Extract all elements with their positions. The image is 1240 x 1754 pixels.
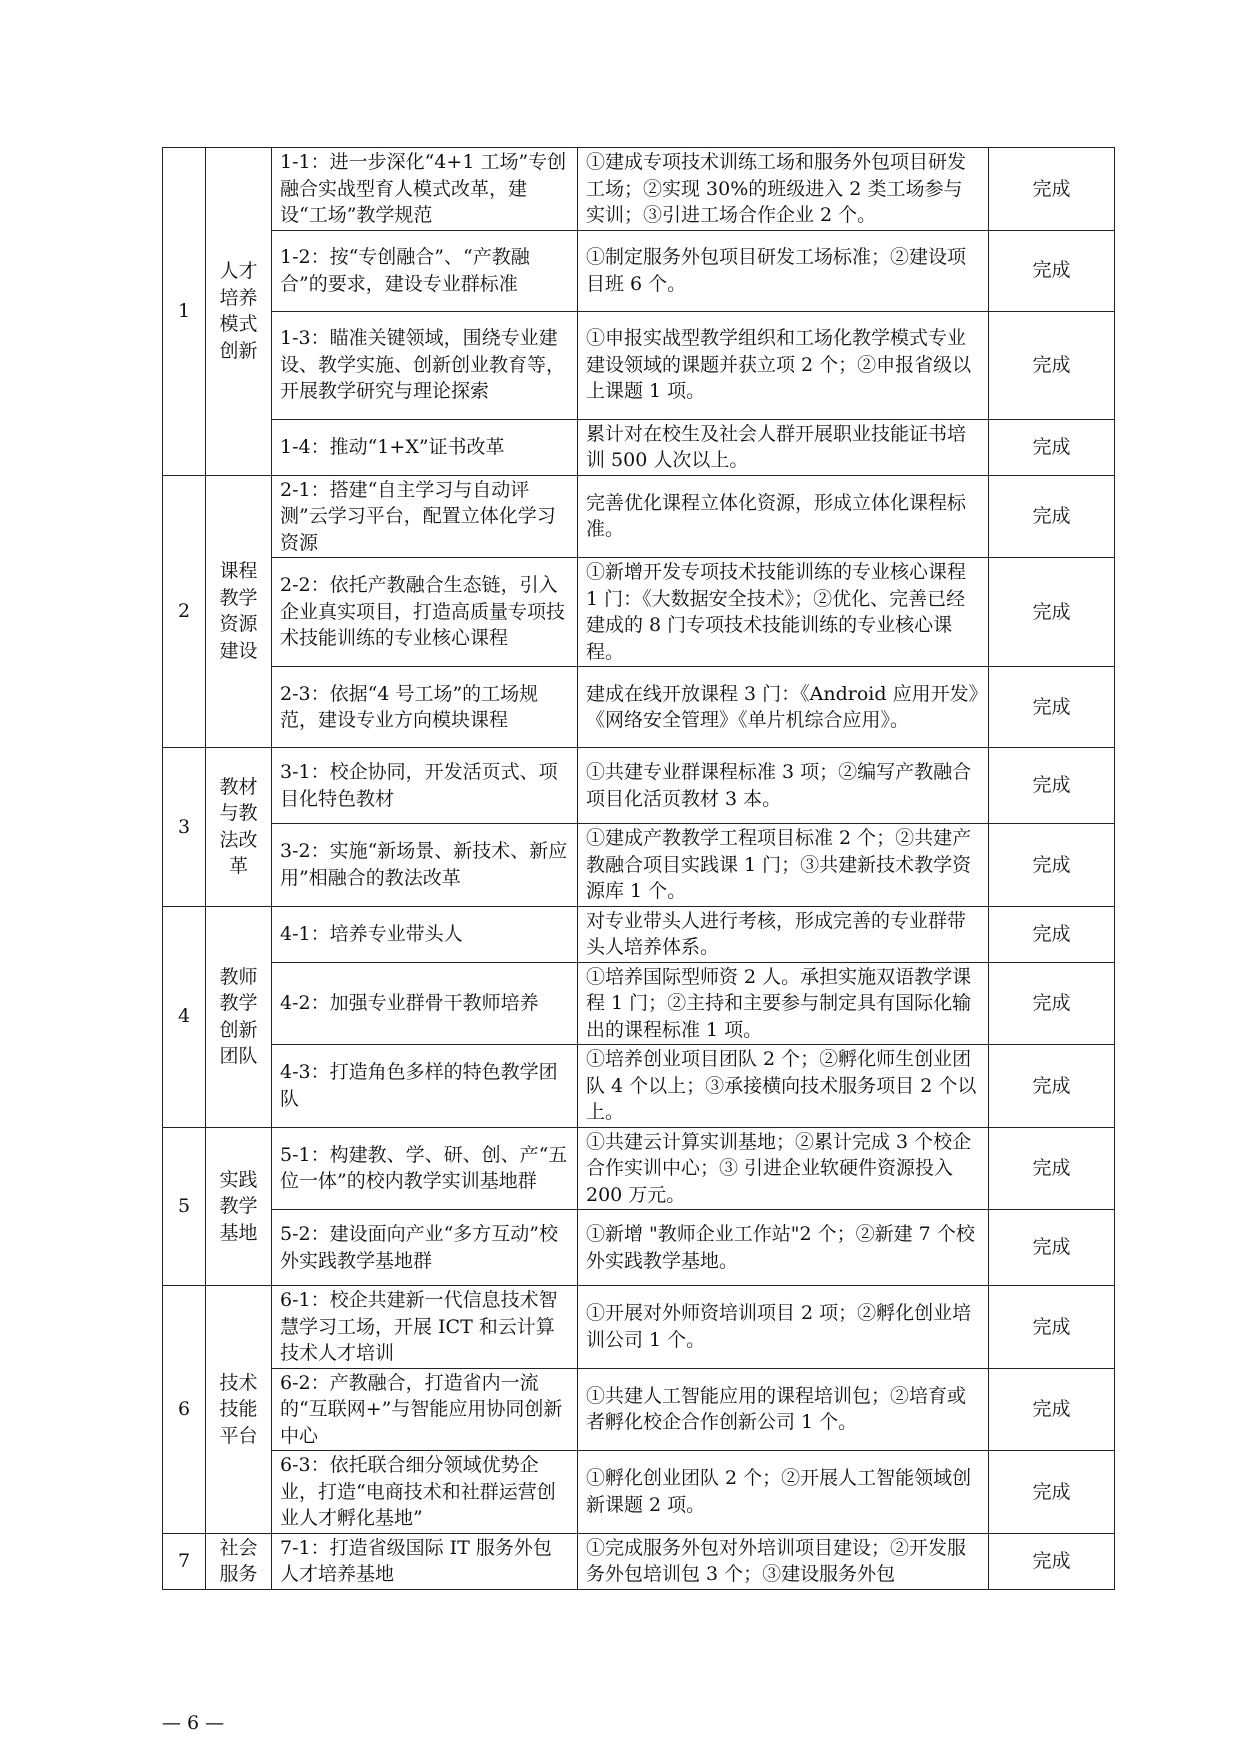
status-cell: 完成 [989, 558, 1115, 667]
target-cell: ①共建云计算实训基地；②累计完成 3 个校企合作实训中心；③ 引进企业软硬件资源投入 200 万元。 [578, 1127, 989, 1210]
section-number: 2 [163, 475, 206, 748]
status-cell: 完成 [989, 1045, 1115, 1128]
status-cell: 完成 [989, 148, 1115, 231]
target-cell: ①制定服务外包项目研发工场标准；②建设项目班 6 个。 [578, 230, 989, 311]
target-cell: ①申报实战型教学组织和工场化教学模式专业建设领域的课题并获立项 2 个；②申报省级以上课题 1 项。 [578, 311, 989, 419]
section-category: 社会服务 [206, 1533, 272, 1589]
table-row [163, 230, 1115, 311]
target-cell: ①完成服务外包对外培训项目建设；②开发服务外包培训包 3 个；③建设服务外包 [578, 1533, 989, 1589]
status-cell: 完成 [989, 824, 1115, 907]
task-cell: 1-3：瞄准关键领域，围绕专业建设、教学实施、创新创业教育等，开展教学研究与理论探索 [272, 311, 578, 419]
task-cell: 3-2：实施“新场景、新技术、新应用”相融合的教法改革 [272, 824, 578, 907]
page-number: — 6 — [162, 1712, 225, 1734]
table-row [163, 1045, 1115, 1128]
task-cell: 2-3：依据“4 号工场”的工场规范，建设专业方向模块课程 [272, 667, 578, 748]
table-row [163, 419, 1115, 475]
table-row [163, 1451, 1115, 1534]
target-cell: ①培养创业项目团队 2 个；②孵化师生创业团队 4 个以上；③承接横向技术服务项目 2 个以上。 [578, 1045, 989, 1128]
section-category: 技术技能平台 [206, 1286, 272, 1534]
task-cell: 5-1：构建教、学、研、创、产“五位一体”的校内教学实训基地群 [272, 1127, 578, 1210]
task-cell: 1-4：推动“1+X”证书改革 [272, 419, 578, 475]
status-cell: 完成 [989, 311, 1115, 419]
table-row [163, 148, 1115, 231]
target-cell: ①新增开发专项技术技能训练的专业核心课程 1 门：《大数据安全技术》；②优化、完善已经建成的 8 门专项技术技能训练的专业核心课程。 [578, 558, 989, 667]
target-cell: 完善优化课程立体化资源，形成立体化课程标准。 [578, 475, 989, 558]
task-cell: 5-2：建设面向产业“多方互动”校外实践教学基地群 [272, 1210, 578, 1286]
task-cell: 2-1：搭建“自主学习与自动评测”云学习平台，配置立体化学习资源 [272, 475, 578, 558]
task-cell: 6-3：依托联合细分领域优势企业，打造“电商技术和社群运营创业人才孵化基地” [272, 1451, 578, 1534]
table-row [163, 1368, 1115, 1451]
section-number: 4 [163, 906, 206, 1127]
table-row [163, 1210, 1115, 1286]
section-category: 教师教学创新团队 [206, 906, 272, 1127]
section-category: 课程教学资源建设 [206, 475, 272, 748]
target-cell: 对专业带头人进行考核，形成完善的专业群带头人培养体系。 [578, 906, 989, 962]
section-category: 教材与教法改革 [206, 748, 272, 907]
status-cell: 完成 [989, 748, 1115, 824]
section-number: 3 [163, 748, 206, 907]
status-cell: 完成 [989, 1368, 1115, 1451]
target-cell: ①建成专项技术训练工场和服务外包项目研发工场；②实现 30%的班级进入 2 类工场参与实训；③引进工场合作企业 2 个。 [578, 148, 989, 231]
target-cell: ①开展对外师资培训项目 2 项；②孵化创业培训公司 1 个。 [578, 1286, 989, 1369]
task-cell: 4-2：加强专业群骨干教师培养 [272, 962, 578, 1045]
task-table [162, 147, 1115, 1590]
task-cell: 2-2：依托产教融合生态链，引入企业真实项目，打造高质量专项技术技能训练的专业核心课程 [272, 558, 578, 667]
target-cell: 累计对在校生及社会人群开展职业技能证书培训 500 人次以上。 [578, 419, 989, 475]
task-cell: 4-1：培养专业带头人 [272, 906, 578, 962]
target-cell: ①共建人工智能应用的课程培训包；②培育或者孵化校企合作创新公司 1 个。 [578, 1368, 989, 1451]
section-number: 6 [163, 1286, 206, 1534]
status-cell: 完成 [989, 1533, 1115, 1589]
table-row [163, 558, 1115, 667]
target-cell: ①建成产教教学工程项目标准 2 个；②共建产教融合项目实践课 1 门；③共建新技术教学资源库 1 个。 [578, 824, 989, 907]
table-row [163, 667, 1115, 748]
target-cell: ①培养国际型师资 2 人。承担实施双语教学课程 1 门；②主持和主要参与制定具有国际化输出的课程标准 1 项。 [578, 962, 989, 1045]
task-cell: 6-1：校企共建新一代信息技术智慧学习工场，开展 ICT 和云计算技术人才培训 [272, 1286, 578, 1369]
table-row [163, 311, 1115, 419]
section-number: 7 [163, 1533, 206, 1589]
table-row [163, 475, 1115, 558]
task-cell: 7-1：打造省级国际 IT 服务外包人才培养基地 [272, 1533, 578, 1589]
task-table-body [163, 148, 1115, 1590]
target-cell: ①共建专业群课程标准 3 项；②编写产教融合项目化活页教材 3 本。 [578, 748, 989, 824]
table-row [163, 1127, 1115, 1210]
table-row [163, 748, 1115, 824]
status-cell: 完成 [989, 962, 1115, 1045]
section-number: 1 [163, 148, 206, 476]
target-cell: ①孵化创业团队 2 个；②开展人工智能领域创新课题 2 项。 [578, 1451, 989, 1534]
status-cell: 完成 [989, 1451, 1115, 1534]
task-cell: 6-2：产教融合，打造省内一流的“互联网+”与智能应用协同创新中心 [272, 1368, 578, 1451]
section-number: 5 [163, 1127, 206, 1286]
table-row [163, 962, 1115, 1045]
target-cell: ①新增 "教师企业工作站"2 个；②新建 7 个校外实践教学基地。 [578, 1210, 989, 1286]
section-category: 实践教学基地 [206, 1127, 272, 1286]
table-row [163, 824, 1115, 907]
table-row [163, 906, 1115, 962]
target-cell: 建成在线开放课程 3 门：《Android 应用开发》《网络安全管理》《单片机综合应用》。 [578, 667, 989, 748]
task-cell: 1-2：按“专创融合”、“产教融合”的要求，建设专业群标准 [272, 230, 578, 311]
task-cell: 4-3：打造角色多样的特色教学团队 [272, 1045, 578, 1128]
task-cell: 1-1：进一步深化“4+1 工场”专创融合实战型育人模式改革，建设“工场”教学规范 [272, 148, 578, 231]
status-cell: 完成 [989, 906, 1115, 962]
table-row [163, 1286, 1115, 1369]
status-cell: 完成 [989, 1286, 1115, 1369]
status-cell: 完成 [989, 419, 1115, 475]
section-category: 人才培养模式创新 [206, 148, 272, 476]
task-cell: 3-1：校企协同，开发活页式、项目化特色教材 [272, 748, 578, 824]
status-cell: 完成 [989, 475, 1115, 558]
status-cell: 完成 [989, 1127, 1115, 1210]
status-cell: 完成 [989, 1210, 1115, 1286]
status-cell: 完成 [989, 667, 1115, 748]
status-cell: 完成 [989, 230, 1115, 311]
table-row [163, 1533, 1115, 1589]
